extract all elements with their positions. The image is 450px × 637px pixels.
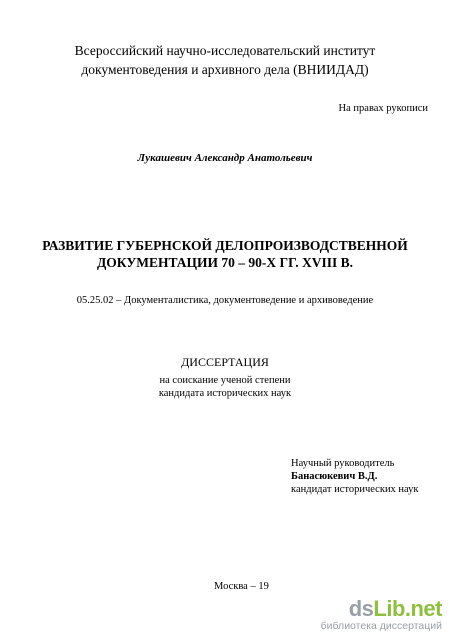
supervisor-block — [291, 457, 419, 496]
city-year: Москва – 19 — [214, 581, 269, 592]
author-name: Лукашевич Александр Анатольевич — [137, 152, 313, 164]
title-line-2: ДОКУМЕНТАЦИИ 70 – 90-Х ГГ. XVIII В. — [97, 255, 353, 270]
supervisor-role: Научный руководитель — [291, 458, 395, 469]
dissertation-label: ДИССЕРТАЦИЯ — [181, 355, 269, 369]
dissertation-title — [0, 237, 450, 271]
manuscript-rights: На правах рукописи — [338, 103, 428, 114]
degree-line-2: кандидата исторических наук — [158, 388, 292, 399]
supervisor-name: Банасюкевич В.Д. — [291, 471, 378, 482]
logo-part-ds: ds — [348, 596, 374, 621]
dslib-logo — [321, 598, 442, 620]
institute-name — [0, 41, 450, 79]
degree-line-1: на соискание ученой степени — [159, 375, 291, 386]
degree-info — [0, 374, 450, 400]
title-line-1: РАЗВИТИЕ ГУБЕРНСКОЙ ДЕЛОПРОИЗВОДСТВЕННОЙ — [42, 238, 408, 253]
dslib-watermark — [321, 598, 442, 633]
logo-part-lib: Lib.net — [373, 596, 442, 621]
specialty-code: 05.25.02 – Документалистика, документоведение и архивоведение — [76, 295, 374, 306]
supervisor-degree: кандидат исторических наук — [291, 484, 419, 495]
institute-line-2: документоведения и архивного дела (ВНИИДАД) — [81, 62, 369, 77]
watermark-subtitle: библиотека диссертаций — [320, 620, 442, 632]
institute-line-1: Всероссийский научно-исследовательский институт — [74, 43, 376, 58]
